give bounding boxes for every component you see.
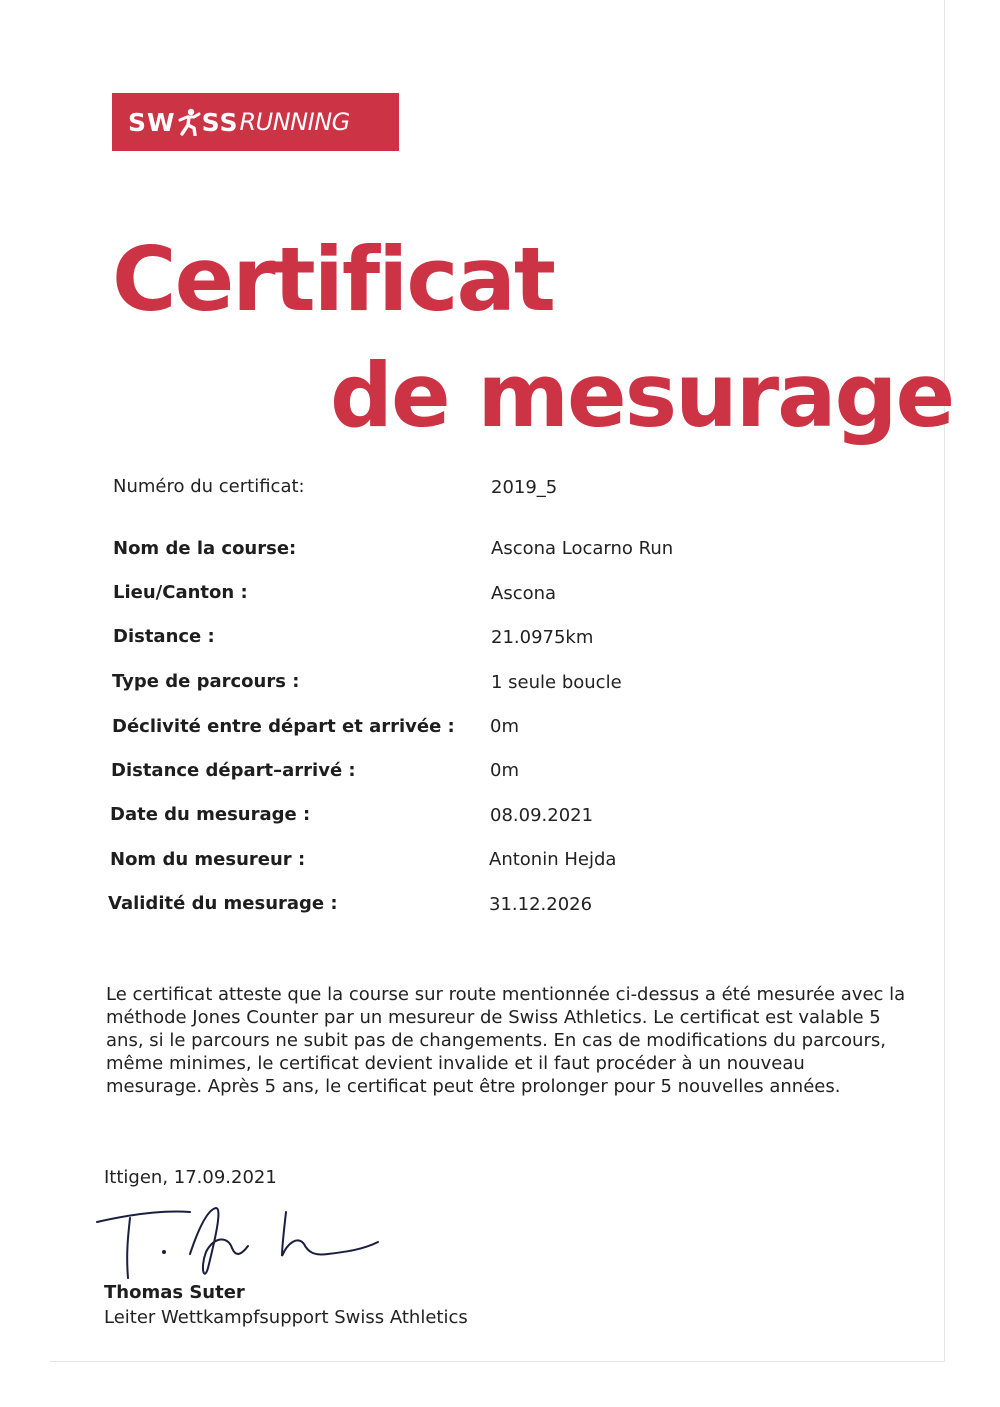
certificate-number-value: 2019_5 bbox=[491, 477, 558, 498]
place-date: Ittigen, 17.09.2021 bbox=[104, 1167, 277, 1188]
page-edge-bottom bbox=[50, 1361, 945, 1362]
page-edge-right bbox=[944, 0, 945, 1362]
field-label: Nom de la course: bbox=[113, 538, 297, 559]
signer-name: Thomas Suter bbox=[104, 1282, 245, 1303]
certificate-number-label: Numéro du certificat: bbox=[113, 476, 305, 497]
certificate-statement: Le certificat atteste que la course sur route mentionnée ci-dessus a été mesurée avec la méthode Jones Counter par un mesureur de Swiss Athletics. Le certificat est valable 5 ans, si le parcours ne subit pas de changements. En cas de modifications du parcours, même minimes, le certificat devient invalide et il faut procéder à un nouveau mesurage. Après 5 ans, le certificat peut être prolonger pour 5 nouvelles années. bbox=[106, 984, 906, 1097]
logo-swiss-text: SW bbox=[128, 107, 176, 137]
field-label: Validité du mesurage : bbox=[108, 893, 338, 914]
field-value: 31.12.2026 bbox=[489, 894, 593, 915]
swissrunning-logo bbox=[112, 93, 399, 151]
field-value: Ascona Locarno Run bbox=[491, 538, 674, 559]
field-value: 08.09.2021 bbox=[490, 805, 594, 826]
field-label: Date du mesurage : bbox=[110, 804, 311, 825]
signer-role: Leiter Wettkampfsupport Swiss Athletics bbox=[104, 1307, 468, 1328]
field-label: Type de parcours : bbox=[112, 671, 300, 692]
field-label: Déclivité entre départ et arrivée : bbox=[112, 716, 455, 737]
field-value: 0m bbox=[490, 760, 519, 781]
field-value: 21.0975km bbox=[491, 627, 594, 648]
field-value: 1 seule boucle bbox=[491, 672, 622, 693]
field-label: Distance départ–arrivé : bbox=[111, 760, 356, 781]
title-line-1: Certificat bbox=[112, 228, 554, 331]
field-label: Distance : bbox=[113, 626, 215, 647]
field-label: Lieu/Canton : bbox=[113, 582, 248, 603]
logo-running-text: RUNNING bbox=[239, 108, 350, 136]
logo-swiss-text-end: SS bbox=[201, 107, 239, 137]
field-value: 0m bbox=[490, 716, 519, 737]
field-label: Nom du mesureur : bbox=[110, 849, 306, 870]
title-line-2: de mesurage bbox=[330, 344, 954, 447]
runner-icon bbox=[177, 108, 201, 136]
field-value: Antonin Hejda bbox=[489, 849, 617, 870]
signature bbox=[92, 1196, 392, 1286]
field-value: Ascona bbox=[491, 583, 557, 604]
